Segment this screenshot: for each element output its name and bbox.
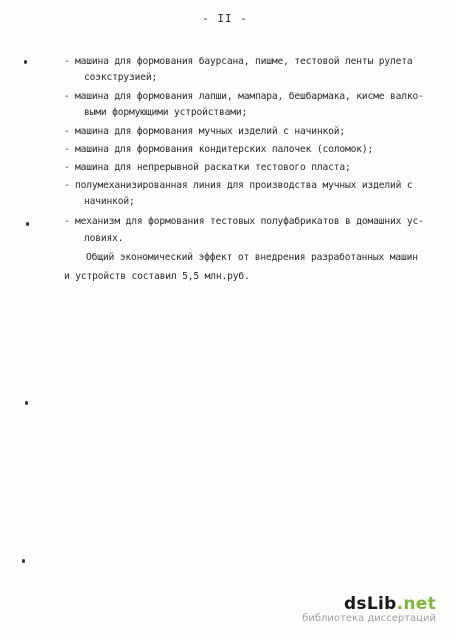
list-item-text: машина для формования баурсана, пишме, тестовой ленты рулета — [75, 56, 413, 67]
list-item-text: машина для формования кондитерских палочек (соломок); — [75, 144, 374, 155]
list-item-dash: - — [64, 56, 70, 67]
list-item-text: соэкструзией; — [84, 72, 158, 83]
margin-mark — [24, 60, 27, 64]
list-item-text: машина для формования мучных изделий с начинкой; — [75, 126, 346, 137]
list-item-text: машина для формования лапши, мампара, бешбармака, кисме валко- — [75, 91, 424, 102]
list-item-dash: - — [64, 162, 70, 173]
list-item-dash: - — [64, 91, 70, 102]
list-item-text: выми формующими устройствами; — [84, 107, 248, 118]
margin-mark — [22, 559, 25, 563]
list-item-text: ловиях. — [84, 233, 124, 244]
watermark-logo-domain: .net — [396, 594, 436, 614]
margin-mark — [25, 401, 28, 405]
list-item-text: машина для непрерывной раскатки тестового пласта; — [75, 162, 351, 173]
watermark — [302, 594, 436, 624]
watermark-logo — [302, 594, 436, 614]
list-item-dash: - — [64, 126, 70, 137]
list-item-text: механизм для формования тестовых полуфабрикатов в домашних ус- — [75, 216, 424, 227]
watermark-subtitle: библиотека диссертаций — [302, 613, 436, 624]
watermark-logo-text: dsLib — [343, 594, 397, 614]
list-item-text: полумеханизированная линия для производства мучных изделий с — [75, 180, 413, 191]
margin-mark — [26, 222, 29, 226]
list-item-text: начинкой; — [84, 196, 135, 207]
page-number: - II - — [202, 12, 248, 25]
paragraph-line: Общий экономический эффект от внедрения разработанных машин — [86, 252, 418, 263]
paragraph-line: и устройств составил 5,5 млн.руб. — [64, 271, 250, 282]
list-item-dash: - — [64, 216, 70, 227]
list-item-dash: - — [64, 180, 70, 191]
list-item-dash: - — [64, 144, 70, 155]
